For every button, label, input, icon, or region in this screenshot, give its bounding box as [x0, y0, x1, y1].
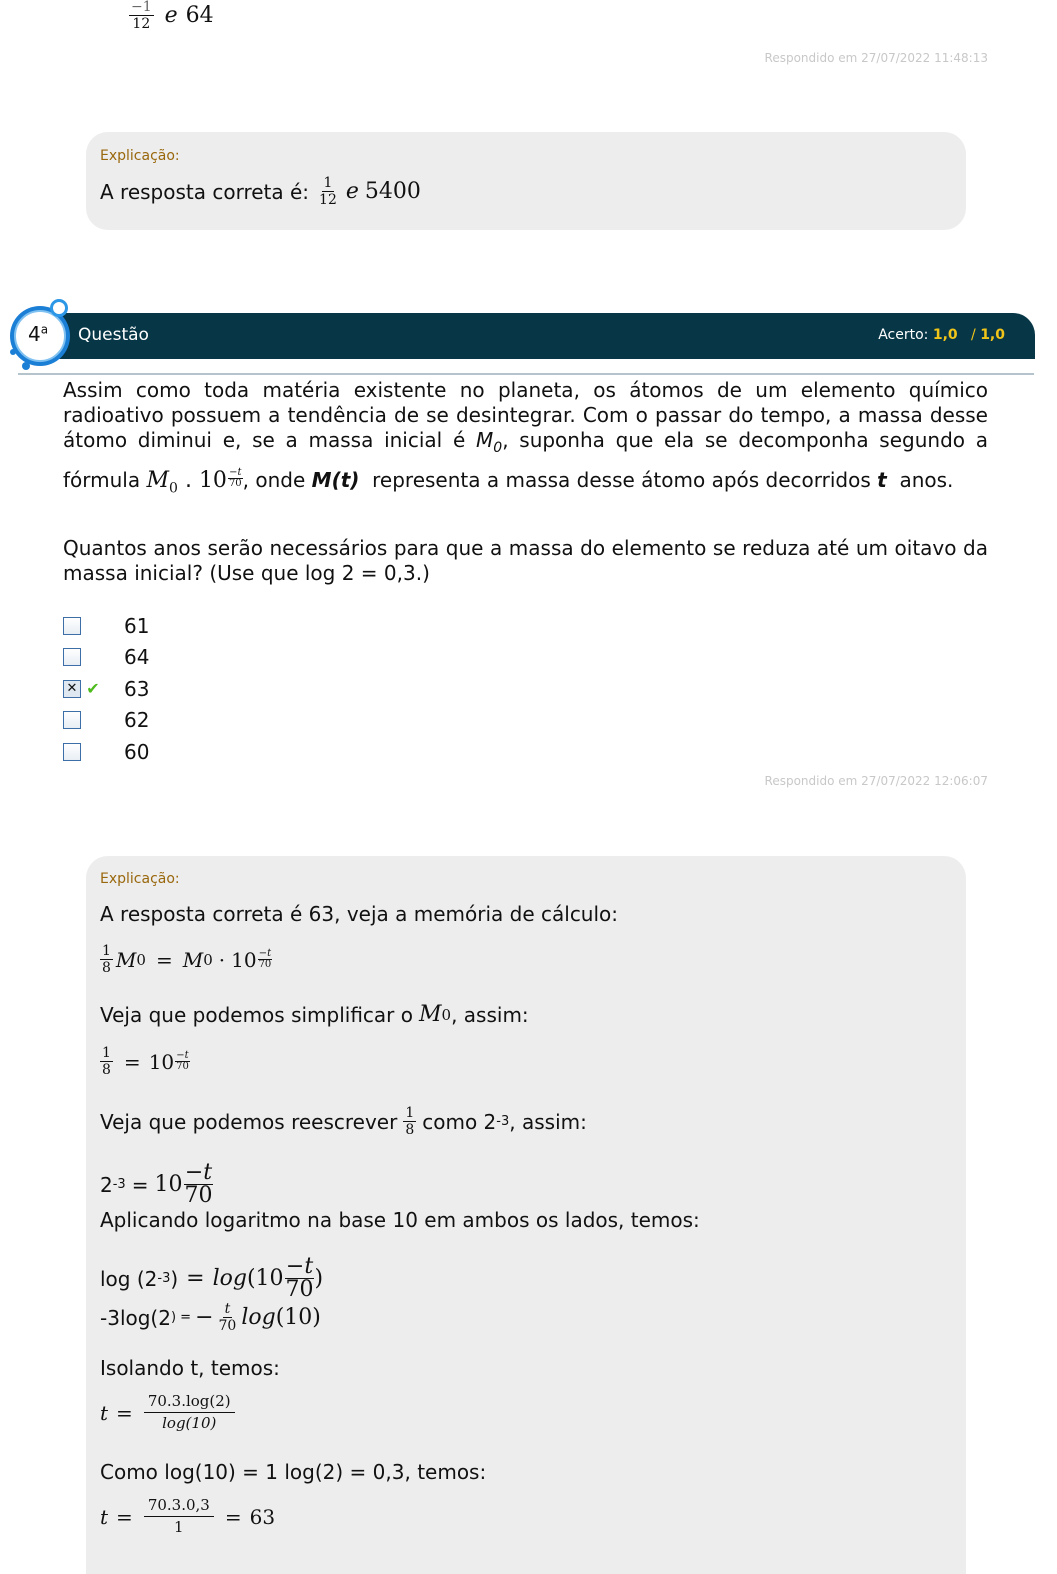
checkbox[interactable] [63, 648, 81, 666]
answered-timestamp: Respondido em 27/07/2022 12:06:07 [764, 774, 988, 788]
calc-intro: A resposta correta é 63, veja a memória de cálculo: [100, 902, 619, 926]
explanation-box [86, 856, 966, 1574]
calc-isolate-text: Isolando t, temos: [100, 1356, 280, 1380]
explanation-label: Explicação: [100, 871, 180, 887]
calc-equation-5: -3log(2 ) = − $\frac{t}{70}$ log (10) [100, 1301, 321, 1334]
question-number-badge [4, 296, 78, 370]
question-prompt: Quantos anos serão necessários para que a massa do elemento se reduza até um oitavo da massa inicial? (Use que log 2 = 0,3.) [63, 536, 988, 585]
question-number: 4$^a$ [28, 322, 49, 346]
checkbox[interactable] [63, 617, 81, 635]
calc-equation-4: log (2 -3 ) = log (10 $\frac{-t}{70}$ ) [100, 1254, 324, 1302]
question-header [56, 313, 1035, 359]
calc-equation-3: 2 -3 = 10 $\frac{-t}{70}$ [100, 1160, 213, 1208]
m0-inline: $M_0$ [476, 428, 503, 456]
calc-simplify-text: Veja que podemos simplificar o M 0 , assim: [100, 1002, 529, 1027]
calc-equation-7: t = $\frac{70.3.0,3}{1}$ = 63 [100, 1496, 276, 1536]
calc-equation-2: $\frac{1}{8}$ = 10 $\frac{-t}{70}$ [102, 1045, 189, 1078]
option-63[interactable]: ✕ ✔ 63 [63, 673, 149, 705]
question-statement: Assim como toda matéria existente no planeta, os átomos de um elemento químico radioativo possuem a tendência de se desintegrar. Com o passar do tempo, a massa desse átomo diminui e, se a massa inicial é $M_0$, suponha que ela se decomponha segundo a fórmula $M_0$ . 10 $\frac{-t}{70}$ , onde M(t) representa a massa desse átomo após decorridos t anos. [63, 378, 988, 497]
explanation-label: Explicação: [100, 148, 180, 164]
previous-selected-answer: $\frac{-1}{12}$ e 64 [131, 0, 214, 32]
option-61[interactable]: 61 [63, 610, 149, 642]
previous-explanation-box [86, 132, 966, 230]
option-64[interactable]: 64 [63, 642, 149, 674]
answer-options [63, 610, 149, 768]
answered-timestamp: Respondido em 27/07/2022 11:48:13 [764, 51, 988, 65]
question-title: Questão [78, 325, 149, 345]
checkbox[interactable] [63, 743, 81, 761]
decay-formula: $M_0$ . 10 $\frac{-t}{70}$ [146, 467, 242, 497]
option-62[interactable]: 62 [63, 705, 149, 737]
checkbox[interactable] [63, 711, 81, 729]
calc-equation-1: $\frac{1}{8}$ M 0 = M 0 · 10 $\frac{-t}{70}$ [102, 943, 272, 976]
calc-log-text: Aplicando logaritmo na base 10 em ambos os lados, temos: [100, 1208, 700, 1232]
answer-fraction: $\frac{-1}{12}$ [131, 0, 152, 32]
checkbox-checked[interactable]: ✕ [63, 680, 81, 698]
calc-rewrite-text: Veja que podemos reescrever $\frac{1}{8}$ como 2 -3 , assim: [100, 1105, 587, 1138]
correct-check-icon: ✔ [86, 679, 100, 699]
calc-substitute-text: Como log(10) = 1 log(2) = 0,3, temos: [100, 1460, 487, 1484]
option-60[interactable]: 60 [63, 736, 149, 768]
calc-equation-6: t = $\frac{70.3.\log(2)}{\log(10)}$ [100, 1394, 238, 1431]
explanation-text: A resposta correta é: $\frac{1}{12}$ e 5400 [100, 175, 421, 208]
header-divider [18, 373, 1034, 375]
correct-fraction: $\frac{1}{12}$ [319, 175, 337, 208]
question-score: Acerto: 1,0 / 1,0 [878, 327, 1005, 343]
